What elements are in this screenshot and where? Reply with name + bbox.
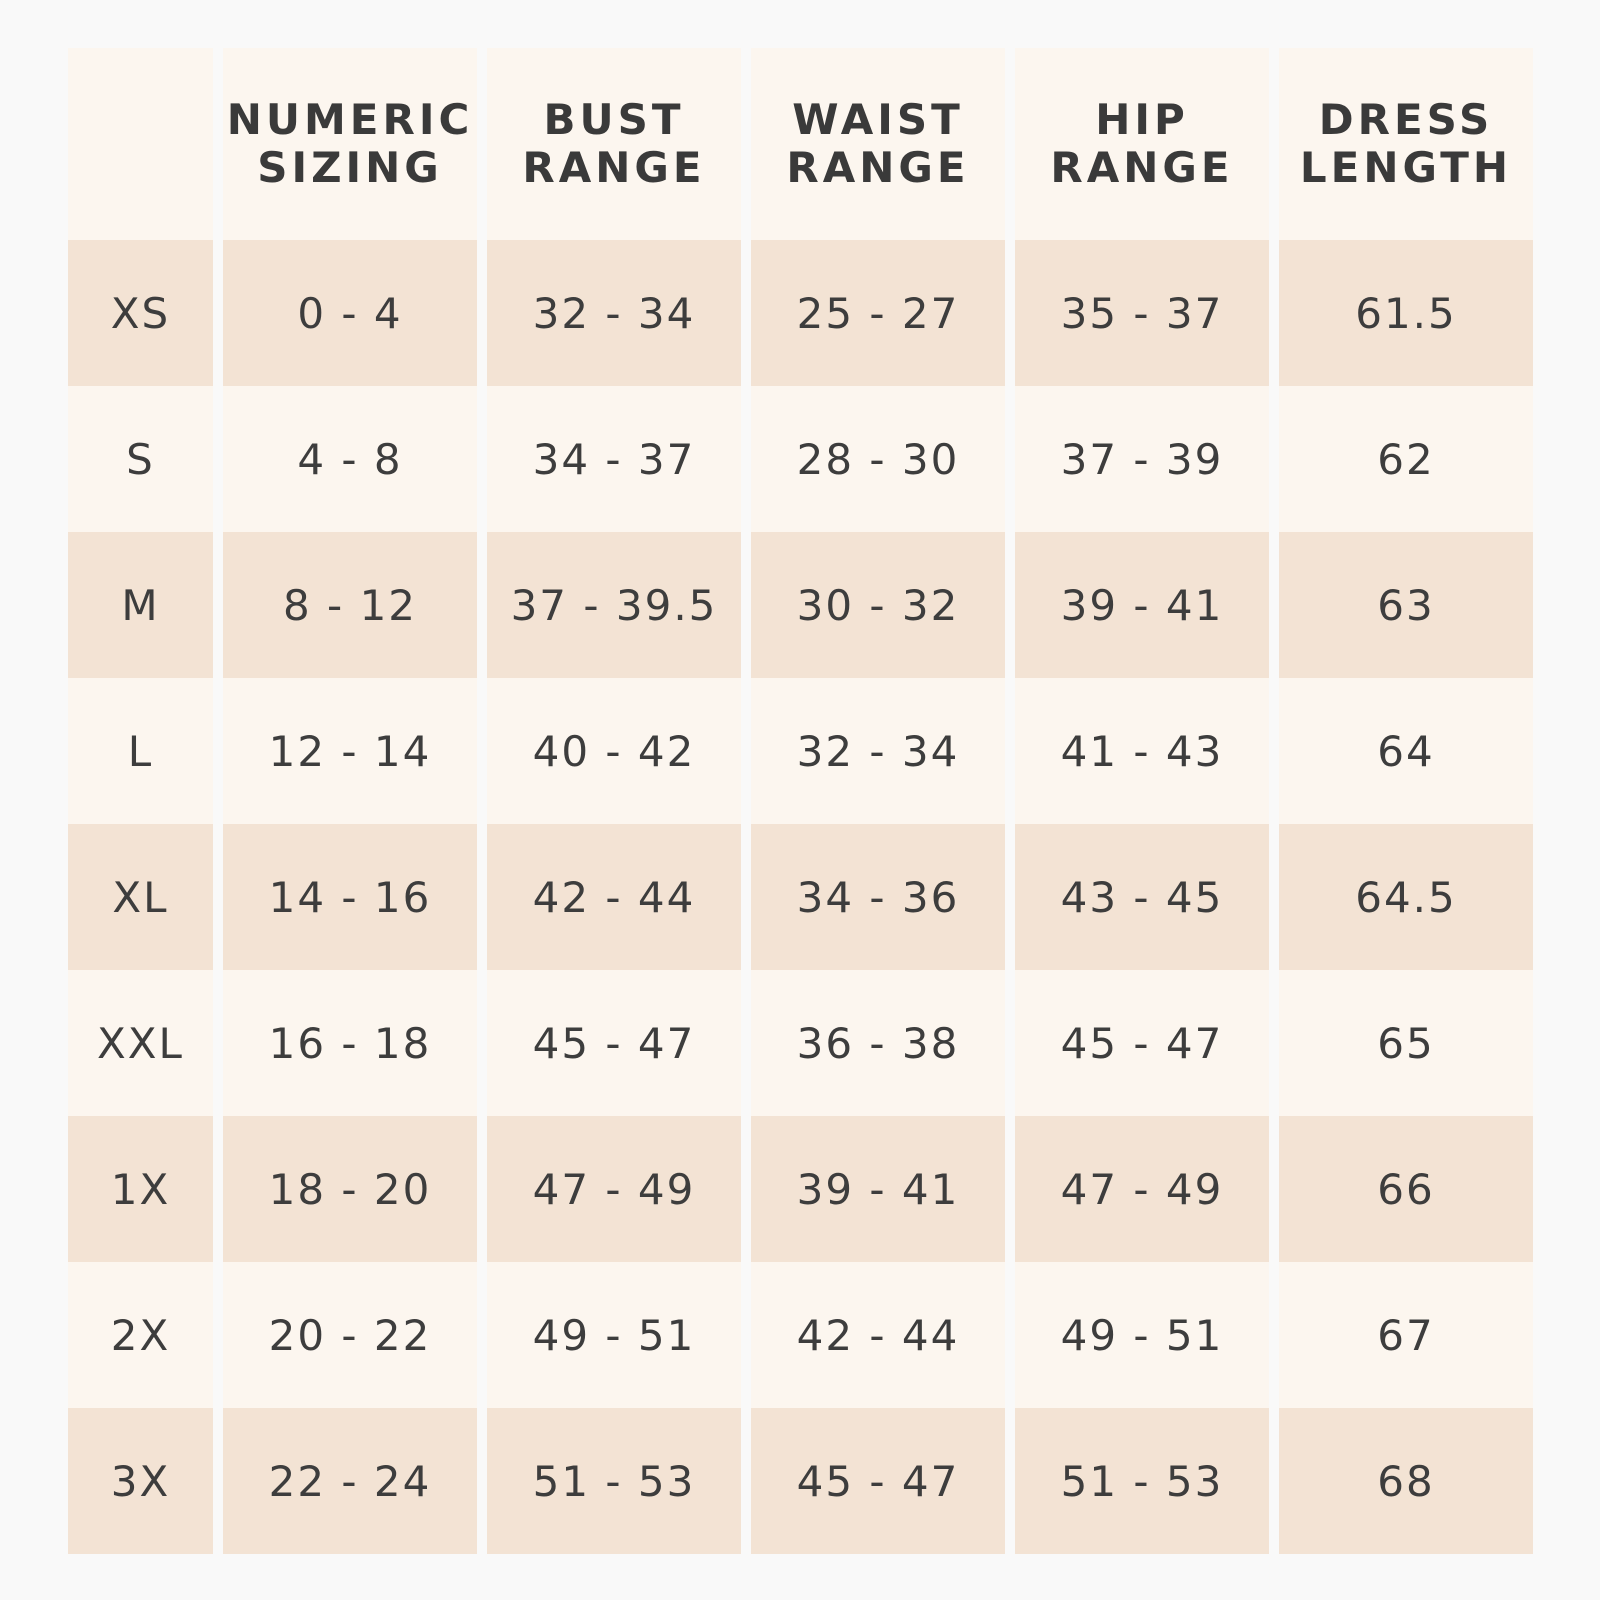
table-cell-size: XXL (68, 970, 213, 1116)
table-cell-waist: 39 - 41 (751, 1116, 1005, 1262)
table-cell-bust: 47 - 49 (487, 1116, 741, 1262)
header-label-line1: BUST (543, 95, 685, 144)
table-cell-numeric: 12 - 14 (223, 678, 477, 824)
table-cell-size: 3X (68, 1408, 213, 1554)
header-label-line1: HIP (1095, 95, 1189, 144)
table-cell-waist: 36 - 38 (751, 970, 1005, 1116)
table-cell-size: 1X (68, 1116, 213, 1262)
table-cell-size: 2X (68, 1262, 213, 1408)
table-cell-bust: 34 - 37 (487, 386, 741, 532)
header-label-line2: SIZING (257, 143, 443, 192)
table-cell-hip: 35 - 37 (1015, 240, 1269, 386)
table-cell-hip: 43 - 45 (1015, 824, 1269, 970)
table-cell-waist: 32 - 34 (751, 678, 1005, 824)
table-cell-numeric: 18 - 20 (223, 1116, 477, 1262)
table-cell-bust: 32 - 34 (487, 240, 741, 386)
table-cell-size: S (68, 386, 213, 532)
table-cell-length: 61.5 (1279, 240, 1533, 386)
table-cell-numeric: 16 - 18 (223, 970, 477, 1116)
table-cell-bust: 45 - 47 (487, 970, 741, 1116)
table-cell-hip: 39 - 41 (1015, 532, 1269, 678)
table-cell-bust: 40 - 42 (487, 678, 741, 824)
header-label-line2: RANGE (786, 143, 970, 192)
table-cell-numeric: 20 - 22 (223, 1262, 477, 1408)
table-cell-length: 67 (1279, 1262, 1533, 1408)
header-label-line2: RANGE (522, 143, 706, 192)
header-cell-waist-range (751, 48, 1005, 240)
table-cell-hip: 49 - 51 (1015, 1262, 1269, 1408)
table-cell-size: M (68, 532, 213, 678)
header-cell-numeric-sizing (223, 48, 477, 240)
table-cell-waist: 42 - 44 (751, 1262, 1005, 1408)
table-cell-numeric: 4 - 8 (223, 386, 477, 532)
table-cell-hip: 37 - 39 (1015, 386, 1269, 532)
table-cell-numeric: 0 - 4 (223, 240, 477, 386)
table-cell-size: L (68, 678, 213, 824)
table-cell-waist: 45 - 47 (751, 1408, 1005, 1554)
table-cell-hip: 45 - 47 (1015, 970, 1269, 1116)
table-cell-length: 62 (1279, 386, 1533, 532)
table-cell-numeric: 22 - 24 (223, 1408, 477, 1554)
table-cell-bust: 42 - 44 (487, 824, 741, 970)
table-cell-numeric: 8 - 12 (223, 532, 477, 678)
table-cell-size: XS (68, 240, 213, 386)
table-cell-waist: 25 - 27 (751, 240, 1005, 386)
header-cell-hip-range (1015, 48, 1269, 240)
size-chart-table (68, 48, 1536, 1554)
table-cell-numeric: 14 - 16 (223, 824, 477, 970)
table-cell-length: 66 (1279, 1116, 1533, 1262)
table-cell-length: 64.5 (1279, 824, 1533, 970)
table-cell-hip: 41 - 43 (1015, 678, 1269, 824)
header-label-line2: LENGTH (1299, 143, 1513, 192)
table-cell-size: XL (68, 824, 213, 970)
table-cell-length: 64 (1279, 678, 1533, 824)
table-cell-waist: 34 - 36 (751, 824, 1005, 970)
table-cell-length: 68 (1279, 1408, 1533, 1554)
header-label-line1: NUMERIC (226, 95, 474, 144)
table-cell-length: 65 (1279, 970, 1533, 1116)
header-cell-size (68, 48, 213, 240)
table-cell-bust: 51 - 53 (487, 1408, 741, 1554)
header-label-line1: WAIST (792, 95, 964, 144)
table-cell-hip: 47 - 49 (1015, 1116, 1269, 1262)
header-cell-dress-length (1279, 48, 1533, 240)
table-cell-bust: 49 - 51 (487, 1262, 741, 1408)
header-cell-bust-range (487, 48, 741, 240)
table-cell-waist: 28 - 30 (751, 386, 1005, 532)
table-cell-bust: 37 - 39.5 (487, 532, 741, 678)
table-cell-length: 63 (1279, 532, 1533, 678)
header-label-line1: DRESS (1318, 95, 1494, 144)
header-label-line2: RANGE (1050, 143, 1234, 192)
table-cell-hip: 51 - 53 (1015, 1408, 1269, 1554)
table-cell-waist: 30 - 32 (751, 532, 1005, 678)
